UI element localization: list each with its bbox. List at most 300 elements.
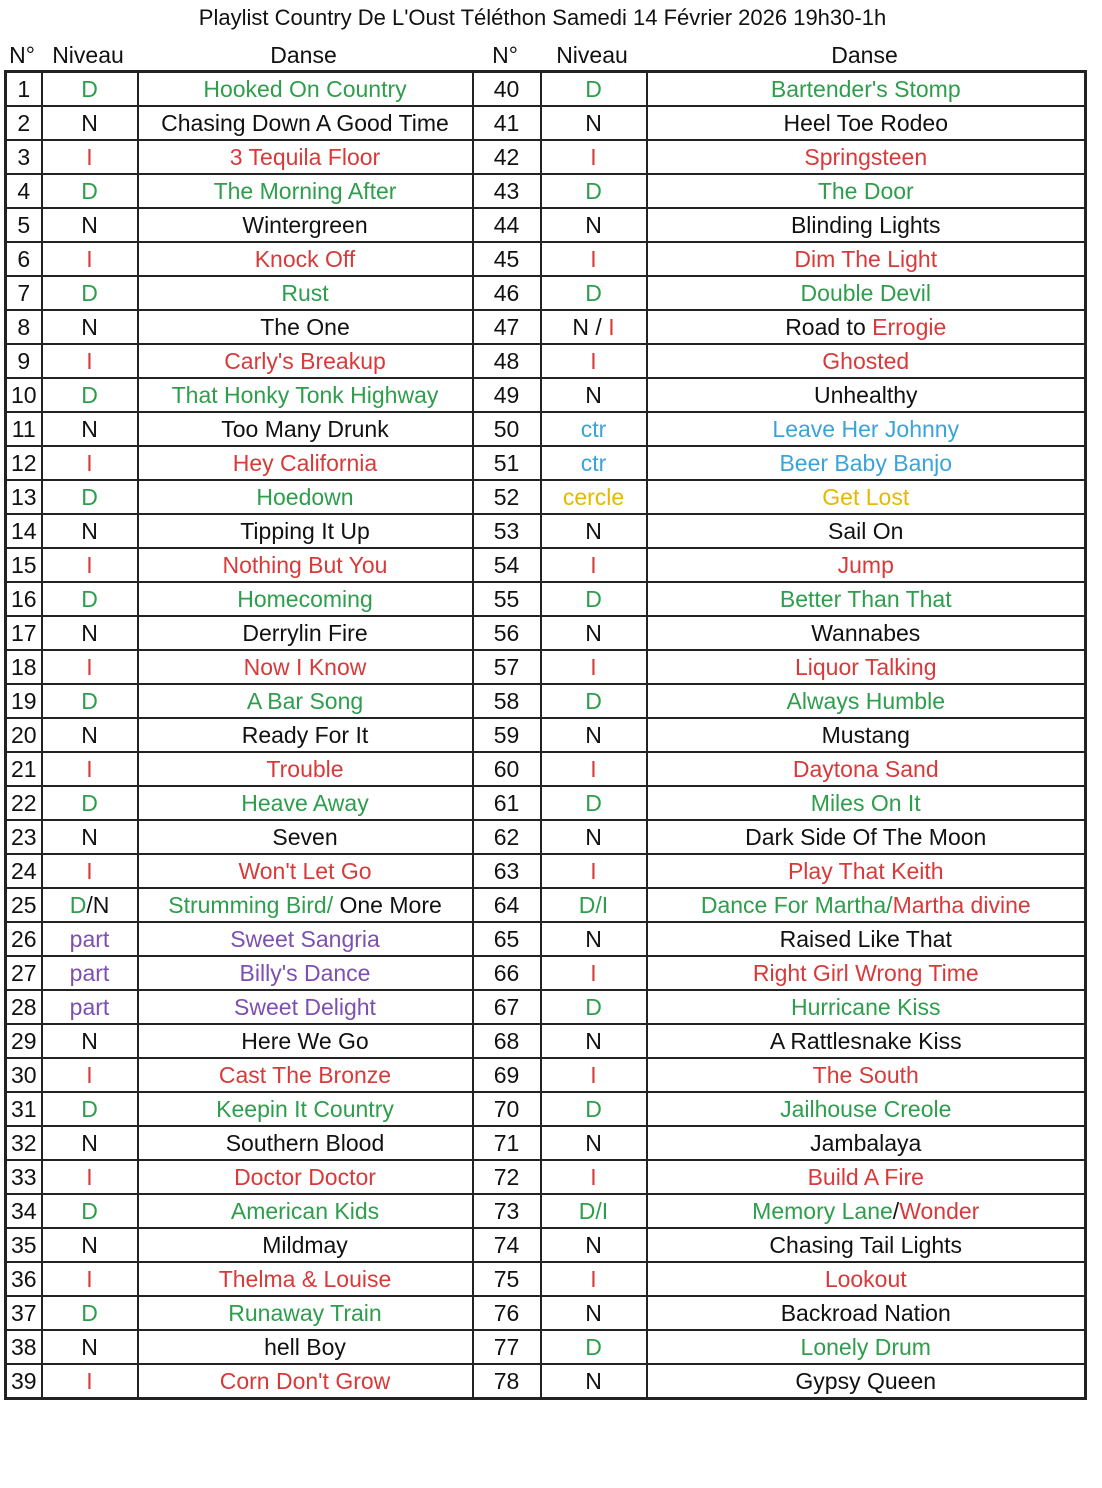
level-text: D bbox=[585, 1334, 602, 1360]
level-cell bbox=[42, 1024, 138, 1058]
dance-text: Hoedown bbox=[256, 484, 354, 510]
dance-name bbox=[138, 1228, 473, 1262]
level-cell bbox=[42, 276, 138, 310]
level-cell bbox=[42, 548, 138, 582]
table-row bbox=[6, 140, 1086, 174]
level-text: N bbox=[81, 416, 98, 442]
level-text: N bbox=[585, 926, 602, 952]
row-number: 42 bbox=[473, 140, 541, 174]
dance-name bbox=[138, 1330, 473, 1364]
level-text: D bbox=[81, 688, 98, 714]
dance-name bbox=[138, 106, 473, 140]
dance-text: Blinding Lights bbox=[790, 212, 941, 238]
level-cell bbox=[541, 1364, 647, 1399]
dance-name bbox=[138, 888, 473, 922]
row-number: 69 bbox=[473, 1058, 541, 1092]
table-row bbox=[6, 922, 1086, 956]
dance-name bbox=[647, 650, 1086, 684]
dance-name bbox=[138, 752, 473, 786]
row-number: 33 bbox=[6, 1160, 42, 1194]
row-number: 23 bbox=[6, 820, 42, 854]
level-cell bbox=[42, 752, 138, 786]
dance-name bbox=[647, 242, 1086, 276]
row-number: 73 bbox=[473, 1194, 541, 1228]
dance-text: Tipping It Up bbox=[240, 518, 370, 544]
level-text: I bbox=[590, 1062, 597, 1088]
row-number: 31 bbox=[6, 1092, 42, 1126]
dance-name bbox=[647, 752, 1086, 786]
dance-name bbox=[138, 242, 473, 276]
table-row bbox=[6, 1262, 1086, 1296]
row-number: 36 bbox=[6, 1262, 42, 1296]
level-cell bbox=[42, 242, 138, 276]
dance-name bbox=[647, 1058, 1086, 1092]
table-row bbox=[6, 1160, 1086, 1194]
row-number: 66 bbox=[473, 956, 541, 990]
dance-text: / bbox=[892, 1198, 900, 1224]
table-row bbox=[6, 990, 1086, 1024]
dance-name bbox=[647, 1092, 1086, 1126]
dance-name bbox=[138, 344, 473, 378]
dance-name bbox=[647, 208, 1086, 242]
table-row bbox=[6, 820, 1086, 854]
dance-name bbox=[138, 1126, 473, 1160]
level-cell bbox=[541, 344, 647, 378]
level-text: D bbox=[585, 586, 602, 612]
level-cell bbox=[42, 174, 138, 208]
level-text: ctr bbox=[580, 416, 607, 442]
table-row bbox=[6, 1364, 1086, 1399]
dance-text: Corn Don't Grow bbox=[219, 1368, 391, 1394]
level-cell bbox=[541, 650, 647, 684]
dance-name bbox=[138, 718, 473, 752]
table-row bbox=[6, 548, 1086, 582]
dance-name bbox=[647, 1364, 1086, 1399]
row-number: 58 bbox=[473, 684, 541, 718]
row-number: 35 bbox=[6, 1228, 42, 1262]
dance-name bbox=[138, 1058, 473, 1092]
row-number: 18 bbox=[6, 650, 42, 684]
dance-text: Thelma & Louise bbox=[218, 1266, 392, 1292]
table-row bbox=[6, 786, 1086, 820]
table-row bbox=[6, 412, 1086, 446]
row-number: 70 bbox=[473, 1092, 541, 1126]
dance-name bbox=[647, 786, 1086, 820]
row-number: 22 bbox=[6, 786, 42, 820]
level-text: I bbox=[590, 144, 597, 170]
level-cell bbox=[42, 922, 138, 956]
dance-name bbox=[138, 1262, 473, 1296]
level-text: N bbox=[81, 212, 98, 238]
dance-name bbox=[138, 174, 473, 208]
level-text: N bbox=[585, 1300, 602, 1326]
level-text: D bbox=[81, 178, 98, 204]
level-text: N bbox=[81, 824, 98, 850]
dance-name bbox=[647, 310, 1086, 344]
level-cell bbox=[541, 1330, 647, 1364]
level-text: D bbox=[585, 790, 602, 816]
level-cell bbox=[42, 106, 138, 140]
table-row bbox=[6, 582, 1086, 616]
level-text: I bbox=[86, 1062, 93, 1088]
dance-text: Now I Know bbox=[243, 654, 367, 680]
row-number: 63 bbox=[473, 854, 541, 888]
level-cell bbox=[541, 1228, 647, 1262]
row-number: 19 bbox=[6, 684, 42, 718]
row-number: 61 bbox=[473, 786, 541, 820]
level-cell bbox=[541, 1194, 647, 1228]
row-number: 30 bbox=[6, 1058, 42, 1092]
row-number: 52 bbox=[473, 480, 541, 514]
row-number: 5 bbox=[6, 208, 42, 242]
dance-name bbox=[647, 616, 1086, 650]
level-text: D bbox=[81, 484, 98, 510]
level-cell bbox=[42, 1296, 138, 1330]
row-number: 47 bbox=[473, 310, 541, 344]
level-text: I bbox=[590, 756, 597, 782]
dance-text: Runaway Train bbox=[228, 1300, 382, 1326]
dance-name bbox=[647, 276, 1086, 310]
dance-text: Heave Away bbox=[241, 790, 369, 816]
level-text: D bbox=[81, 382, 98, 408]
dance-name bbox=[647, 344, 1086, 378]
dance-text: 3 Tequila Floor bbox=[229, 144, 381, 170]
dance-text: Raised Like That bbox=[779, 926, 952, 952]
dance-name bbox=[138, 412, 473, 446]
dance-name bbox=[647, 1228, 1086, 1262]
table-row bbox=[6, 650, 1086, 684]
level-text: I bbox=[86, 858, 93, 884]
level-text: ctr bbox=[580, 450, 607, 476]
dance-text: Get Lost bbox=[822, 484, 910, 510]
header-dance-right: Danse bbox=[831, 42, 898, 68]
dance-name bbox=[647, 548, 1086, 582]
level-text: D bbox=[69, 892, 87, 918]
level-text: I bbox=[86, 450, 93, 476]
dance-text: Unhealthy bbox=[813, 382, 918, 408]
table-row bbox=[6, 1126, 1086, 1160]
level-text: N bbox=[81, 1130, 98, 1156]
level-cell bbox=[42, 446, 138, 480]
level-cell bbox=[541, 174, 647, 208]
level-cell bbox=[541, 1160, 647, 1194]
dance-name bbox=[647, 1330, 1086, 1364]
level-cell bbox=[42, 344, 138, 378]
level-text: N bbox=[81, 314, 98, 340]
row-number: 75 bbox=[473, 1262, 541, 1296]
level-text: D bbox=[81, 790, 98, 816]
level-cell bbox=[42, 616, 138, 650]
table-row bbox=[6, 1296, 1086, 1330]
playlist-table bbox=[4, 70, 1087, 1400]
dance-text: Martha divine bbox=[892, 892, 1031, 918]
dance-text: Southern Blood bbox=[225, 1130, 385, 1156]
dance-name bbox=[647, 480, 1086, 514]
level-text: D bbox=[81, 76, 98, 102]
level-cell bbox=[42, 1262, 138, 1296]
dance-name bbox=[138, 854, 473, 888]
level-text: N bbox=[81, 1232, 98, 1258]
row-number: 40 bbox=[473, 72, 541, 107]
level-cell bbox=[42, 480, 138, 514]
dance-text: Jailhouse Creole bbox=[780, 1096, 952, 1122]
table-row bbox=[6, 72, 1086, 107]
dance-text: Nothing But You bbox=[222, 552, 388, 578]
row-number: 32 bbox=[6, 1126, 42, 1160]
level-text: I bbox=[86, 1368, 93, 1394]
dance-text: Doctor Doctor bbox=[234, 1164, 376, 1190]
level-cell bbox=[42, 208, 138, 242]
row-number: 37 bbox=[6, 1296, 42, 1330]
row-number: 53 bbox=[473, 514, 541, 548]
level-cell bbox=[541, 684, 647, 718]
dance-text: Ghosted bbox=[822, 348, 910, 374]
level-cell bbox=[541, 1024, 647, 1058]
dance-name bbox=[138, 650, 473, 684]
row-number: 6 bbox=[6, 242, 42, 276]
dance-text: Road to bbox=[785, 314, 873, 340]
level-cell bbox=[541, 786, 647, 820]
dance-text: A Bar Song bbox=[246, 688, 364, 714]
dance-text: Dim The Light bbox=[794, 246, 938, 272]
dance-name bbox=[647, 446, 1086, 480]
dance-text: Dark Side Of The Moon bbox=[745, 824, 987, 850]
dance-text: The One bbox=[260, 314, 350, 340]
level-cell bbox=[541, 140, 647, 174]
dance-name bbox=[647, 1194, 1086, 1228]
level-cell bbox=[541, 1296, 647, 1330]
level-text: part bbox=[69, 926, 110, 952]
row-number: 45 bbox=[473, 242, 541, 276]
table-row bbox=[6, 752, 1086, 786]
level-cell bbox=[42, 1058, 138, 1092]
level-cell bbox=[541, 106, 647, 140]
row-number: 77 bbox=[473, 1330, 541, 1364]
dance-text: Homecoming bbox=[237, 586, 373, 612]
row-number: 20 bbox=[6, 718, 42, 752]
row-number: 24 bbox=[6, 854, 42, 888]
dance-name bbox=[138, 310, 473, 344]
dance-name bbox=[138, 1364, 473, 1399]
dance-text: Play That Keith bbox=[787, 858, 944, 884]
level-cell bbox=[541, 72, 647, 107]
level-text: cercle bbox=[562, 484, 625, 510]
row-number: 26 bbox=[6, 922, 42, 956]
dance-text: Strumming Bird/ bbox=[168, 892, 340, 918]
dance-text: Won't Let Go bbox=[238, 858, 372, 884]
dance-text: Jump bbox=[837, 552, 894, 578]
dance-text: hell Boy bbox=[264, 1334, 346, 1360]
level-text: N bbox=[585, 722, 602, 748]
level-cell bbox=[42, 514, 138, 548]
dance-name bbox=[647, 72, 1086, 107]
dance-name bbox=[647, 140, 1086, 174]
header-dance-left: Danse bbox=[270, 42, 337, 68]
table-row bbox=[6, 378, 1086, 412]
page-title: Playlist Country De L'Oust Téléthon Samedi 14 Février 2026 19h30-1h bbox=[198, 5, 887, 30]
row-number: 55 bbox=[473, 582, 541, 616]
table-row bbox=[6, 854, 1086, 888]
table-row bbox=[6, 446, 1086, 480]
dance-name bbox=[647, 514, 1086, 548]
level-cell bbox=[42, 1330, 138, 1364]
row-number: 71 bbox=[473, 1126, 541, 1160]
row-number: 62 bbox=[473, 820, 541, 854]
dance-text: Mustang bbox=[821, 722, 910, 748]
level-text: D bbox=[585, 1096, 602, 1122]
level-text: I bbox=[86, 1164, 93, 1190]
row-number: 14 bbox=[6, 514, 42, 548]
level-text: D bbox=[81, 1096, 98, 1122]
table-row bbox=[6, 344, 1086, 378]
dance-text: The Morning After bbox=[213, 178, 397, 204]
row-number: 2 bbox=[6, 106, 42, 140]
level-cell bbox=[541, 548, 647, 582]
dance-name bbox=[138, 820, 473, 854]
table-row bbox=[6, 1228, 1086, 1262]
level-text: I bbox=[86, 552, 93, 578]
dance-text: Here We Go bbox=[241, 1028, 369, 1054]
dance-name bbox=[138, 1024, 473, 1058]
level-cell bbox=[541, 1126, 647, 1160]
level-cell bbox=[541, 242, 647, 276]
row-number: 10 bbox=[6, 378, 42, 412]
dance-text: One More bbox=[339, 892, 442, 918]
row-number: 9 bbox=[6, 344, 42, 378]
row-number: 11 bbox=[6, 412, 42, 446]
dance-text: Cast The Bronze bbox=[218, 1062, 392, 1088]
dance-text: Sail On bbox=[828, 518, 904, 544]
level-cell bbox=[42, 956, 138, 990]
level-cell bbox=[42, 854, 138, 888]
row-number: 43 bbox=[473, 174, 541, 208]
dance-name bbox=[138, 684, 473, 718]
level-cell bbox=[541, 1058, 647, 1092]
table-row bbox=[6, 616, 1086, 650]
level-cell bbox=[42, 582, 138, 616]
table-row bbox=[6, 1330, 1086, 1364]
level-cell bbox=[42, 786, 138, 820]
level-text: D/I bbox=[578, 892, 609, 918]
dance-text: Mildmay bbox=[262, 1232, 348, 1258]
dance-text: Wannabes bbox=[811, 620, 921, 646]
dance-text: Daytona Sand bbox=[792, 756, 939, 782]
dance-text: Leave Her Johnny bbox=[772, 416, 960, 442]
level-text: N bbox=[585, 1368, 602, 1394]
dance-name bbox=[138, 956, 473, 990]
row-number: 65 bbox=[473, 922, 541, 956]
level-cell bbox=[42, 718, 138, 752]
level-text: D bbox=[585, 280, 602, 306]
table-row bbox=[6, 956, 1086, 990]
level-text: N bbox=[585, 824, 602, 850]
header-level-right: Niveau bbox=[556, 42, 628, 68]
level-cell bbox=[42, 1364, 138, 1399]
level-text: N bbox=[81, 110, 98, 136]
dance-text: Rust bbox=[281, 280, 329, 306]
table-row bbox=[6, 106, 1086, 140]
dance-text: Gypsy Queen bbox=[795, 1368, 937, 1394]
level-cell bbox=[42, 990, 138, 1024]
row-number: 39 bbox=[6, 1364, 42, 1399]
dance-text: Sweet Sangria bbox=[230, 926, 380, 952]
level-text: N bbox=[81, 1334, 98, 1360]
dance-text: Miles On It bbox=[810, 790, 921, 816]
level-text: D bbox=[81, 586, 98, 612]
level-cell bbox=[541, 276, 647, 310]
level-text: D bbox=[585, 178, 602, 204]
dance-name bbox=[138, 208, 473, 242]
dance-name bbox=[647, 990, 1086, 1024]
dance-text: Knock Off bbox=[254, 246, 356, 272]
dance-name bbox=[138, 140, 473, 174]
row-number: 3 bbox=[6, 140, 42, 174]
level-cell bbox=[541, 208, 647, 242]
row-number: 17 bbox=[6, 616, 42, 650]
row-number: 38 bbox=[6, 1330, 42, 1364]
dance-text: Derrylin Fire bbox=[242, 620, 368, 646]
row-number: 7 bbox=[6, 276, 42, 310]
level-cell bbox=[541, 616, 647, 650]
table-row bbox=[6, 208, 1086, 242]
dance-name bbox=[138, 446, 473, 480]
level-text: I bbox=[86, 144, 93, 170]
row-number: 49 bbox=[473, 378, 541, 412]
level-text: D bbox=[81, 280, 98, 306]
row-number: 46 bbox=[473, 276, 541, 310]
row-number: 60 bbox=[473, 752, 541, 786]
dance-name bbox=[647, 854, 1086, 888]
dance-text: Trouble bbox=[266, 756, 344, 782]
dance-text: Too Many Drunk bbox=[221, 416, 389, 442]
level-text: I bbox=[590, 960, 597, 986]
dance-name bbox=[138, 786, 473, 820]
dance-name bbox=[647, 1262, 1086, 1296]
dance-name bbox=[647, 820, 1086, 854]
level-text: N bbox=[585, 1028, 602, 1054]
dance-name bbox=[138, 990, 473, 1024]
level-text: N bbox=[81, 722, 98, 748]
row-number: 28 bbox=[6, 990, 42, 1024]
level-text: I bbox=[86, 654, 93, 680]
dance-text: Right Girl Wrong Time bbox=[752, 960, 979, 986]
level-text: N bbox=[585, 212, 602, 238]
row-number: 51 bbox=[473, 446, 541, 480]
level-text: I bbox=[86, 246, 93, 272]
level-text: I bbox=[86, 756, 93, 782]
dance-text: Build A Fire bbox=[807, 1164, 924, 1190]
dance-text: Chasing Down A Good Time bbox=[161, 110, 449, 136]
row-number: 57 bbox=[473, 650, 541, 684]
table-row bbox=[6, 276, 1086, 310]
dance-text: Beer Baby Banjo bbox=[779, 450, 953, 476]
level-cell bbox=[541, 310, 647, 344]
dance-name bbox=[138, 548, 473, 582]
row-number: 76 bbox=[473, 1296, 541, 1330]
level-cell bbox=[541, 956, 647, 990]
level-text: D/I bbox=[578, 1198, 609, 1224]
row-number: 72 bbox=[473, 1160, 541, 1194]
level-cell bbox=[42, 412, 138, 446]
level-text: N bbox=[81, 620, 98, 646]
row-number: 41 bbox=[473, 106, 541, 140]
dance-name bbox=[138, 72, 473, 107]
level-text: D bbox=[81, 1300, 98, 1326]
dance-text: Hooked On Country bbox=[203, 76, 407, 102]
dance-text: Hurricane Kiss bbox=[790, 994, 941, 1020]
row-number: 50 bbox=[473, 412, 541, 446]
level-cell bbox=[42, 684, 138, 718]
